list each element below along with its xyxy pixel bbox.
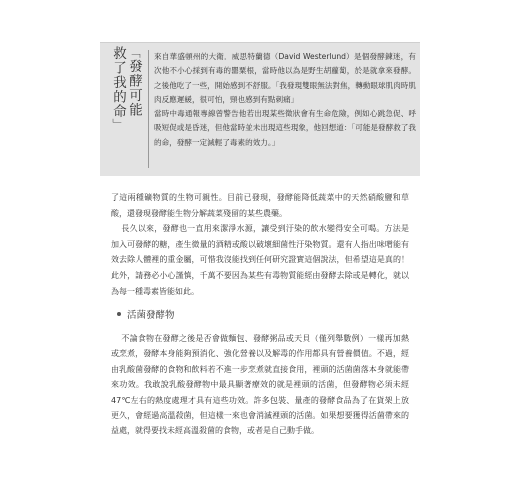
sidebar-title-col2 bbox=[111, 46, 125, 171]
sidebar-title bbox=[104, 46, 148, 171]
section-heading bbox=[117, 307, 175, 321]
sidebar-body bbox=[154, 50, 416, 150]
section-body: 不論食物在發酵之後是否會做麵包、發酵粥品或天貝（僅列舉數例）一樣再加熱或烹煮，發酵本身能夠預消化、強化營養以及解毒的作用都具有營養價值。不過，經由乳酸菌發酵的食物和飲料若不進一步烹煮就直接食用，裡頭的活菌菌落本身就能帶來功效。我敢說乳酸發酵物中最具顯著療效的就是裡頭的活菌，但發酵物必須未經47℃左右的熱度處理才具有這些功效。許多包裝、量產的發酵食品為了在貨架上放更久，會經過高溫殺菌，但這樣一來也會消滅裡頭的活菌。如果想要獲得活菌帶來的益處，就得要找未經高溫殺菌的食物，或者是自己動手做。 bbox=[111, 334, 409, 436]
sidebar-title-line2: 救了我的命 bbox=[110, 46, 126, 119]
main-text bbox=[111, 190, 409, 299]
sidebar-title-close-bracket: 」 bbox=[111, 118, 125, 132]
sidebar-divider bbox=[148, 50, 149, 168]
main-paragraph: 長久以來，發酵也一直用來潔淨水源，讓受到汙染的飲水變得安全可喝。方法是加入可發酵的糖，產生微量的酒精或酸以破壞細菌性汙染物質。還有人指出味噌能有效去除人體裡的重金屬，可惜我沒能找到任何研究證實這個說法，但希望這是真的！此外，請務必小心謹慎，千萬不要因為某些有毒物質能經由發酵去除或是轉化，就以為每一種毒素皆能如此。 bbox=[111, 224, 409, 296]
main-paragraph: 了這兩種礦物質的生物可親性。目前已發現，發酵能降低蔬菜中的天然硝酸鹽和草酸，還發現發酵能生物分解蔬菜殘留的某些農藥。 bbox=[111, 193, 409, 218]
bullet-icon bbox=[117, 312, 121, 316]
sidebar-paragraph: 當時中毒通報專線曾警告他若出現某些徵狀會有生命危險，例如心跳急促、呼吸短促或是昏迷，但他當時並未出現這些現象，他回想道：「可能是發酵救了我的命，發酵一定減輕了毒素的效力。」 bbox=[154, 109, 416, 147]
sidebar-paragraph: 來自華盛頓州的大衛．威思特蘭德（David Westerlund）是個發酵鍊迷，有次他不小心採到有毒的罌粟根，當時他以為是野生胡蘿蔔，於是就拿來發酵。之後他吃了一些，開始感到不舒服。「我發現雙眼無法對焦，轉動眼球肌肉時肌肉反應遲緩，很可怕，頸也感到有點刺痛」 bbox=[154, 52, 416, 104]
sidebar-title-open-bracket: 「 bbox=[127, 46, 141, 59]
sidebar-title-line1: 發酵可能 bbox=[126, 59, 142, 117]
section-heading-label: 活菌發酵物 bbox=[127, 310, 175, 321]
sidebar-title-col1 bbox=[127, 46, 141, 171]
